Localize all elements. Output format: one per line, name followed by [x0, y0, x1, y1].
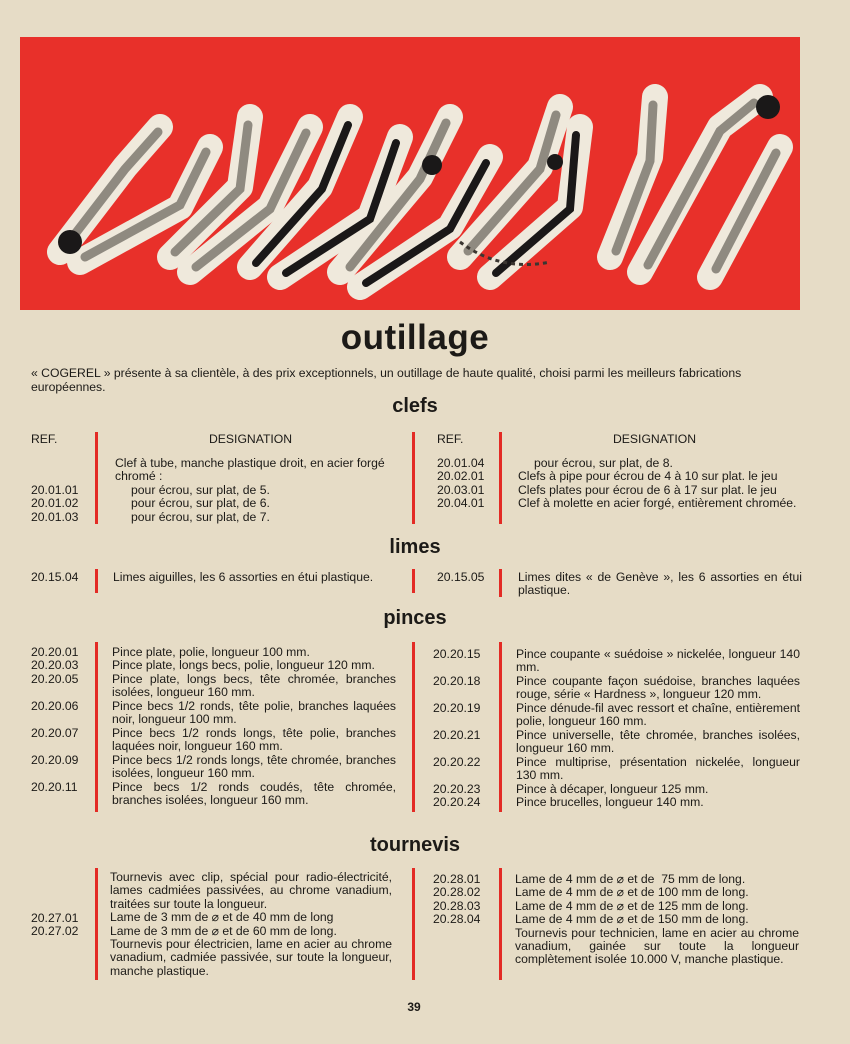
item-description: Pince becs 1/2 ronds longs, tête chromée, branches isolées, longueur 160 mm.	[112, 753, 396, 781]
item-description: Pince coupante façon suédoise, branches laquées rouge, série « Hardness », longueur 120 mm.	[516, 674, 800, 702]
ref-list: 20.01.01 20.01.02 20.01.03	[31, 482, 79, 524]
column-rule	[499, 642, 502, 812]
item-description: Lame de 3 mm de ⌀ et de 60 mm de long.	[110, 923, 337, 938]
column-rule	[499, 868, 502, 980]
ref: 20.20.06	[31, 699, 79, 713]
ref: 20.20.03	[31, 658, 79, 672]
item-description: Tournevis pour électricien, lame en acier au chrome vanadium, cadmiée passivée, sur toute la longueur, manche plastique.	[110, 937, 392, 978]
item-description: Pince à décaper, longueur 125 mm.	[516, 782, 709, 796]
section-heading-clefs: clefs	[392, 395, 438, 417]
ref: 20.20.05	[31, 672, 79, 686]
ref: 20.20.11	[31, 780, 78, 794]
column-rule	[499, 432, 502, 524]
ref: 20.20.07	[31, 726, 79, 740]
ref-header-left: REF.	[31, 432, 58, 446]
column-rule	[412, 432, 415, 524]
ref-header-right: REF.	[437, 432, 464, 446]
item-description: Pince multiprise, présentation nickelée, longueur 130 mm.	[516, 755, 800, 783]
ref-list: 20.01.04 20.02.01 20.03.01 20.04.01	[437, 456, 485, 511]
item-description: Lame de 4 mm de ⌀ et de 125 mm de long.	[515, 898, 749, 913]
item-description: Lame de 4 mm de ⌀ et de 100 mm de long.	[515, 885, 749, 900]
column-rule	[95, 432, 98, 524]
item-description: Clefs plates pour écrou de 6 à 17 sur plat. le jeu	[518, 482, 777, 497]
item-description: Pince becs 1/2 ronds, tête polie, branches laquées noir, longueur 100 mm.	[112, 699, 396, 727]
item-description: Pince plate, polie, longueur 100 mm.	[112, 645, 310, 659]
section-heading-pinces: pinces	[383, 607, 447, 629]
item-description: Pince plate, longs becs, tête chromée, branches isolées, longueur 160 mm.	[112, 672, 396, 700]
column-rule	[412, 569, 415, 593]
ref: 20.15.05	[437, 570, 485, 584]
item-description: Limes aiguilles, les 6 assorties en étui plastique.	[113, 570, 374, 584]
item-description: Pince universelle, tête chromée, branches isolées, longueur 160 mm.	[516, 728, 800, 756]
item-description: Lame de 4 mm de ⌀ et de 75 mm de long.	[515, 872, 746, 886]
column-rule	[95, 868, 98, 980]
item-description: Lame de 4 mm de ⌀ et de 150 mm de long.	[515, 912, 749, 927]
section-heading-tournevis: tournevis	[369, 834, 461, 856]
item-description: Pince becs 1/2 ronds longs, tête polie, branches laquées noir, longueur 160 mm.	[112, 726, 396, 754]
ref: 20.20.18	[433, 674, 481, 688]
section-heading-limes: limes	[389, 536, 441, 558]
item-description: Tournevis avec clip, spécial pour radio-électricité, lames cadmiées passivées, au chrome vanadium, traitées sur toute la longueur.	[110, 870, 392, 911]
ref: 20.20.24	[433, 795, 481, 809]
item-description: pour écrou, sur plat, de 8.	[534, 456, 673, 470]
item-description: Pince plate, longs becs, polie, longueur 120 mm.	[112, 658, 375, 672]
item-description: Clefs à pipe pour écrou de 4 à 10 sur plat. le jeu	[518, 469, 778, 484]
column-rule	[499, 569, 502, 597]
item-description: Clef à tube, manche plastique droit, en acier forgé chromé :	[115, 456, 385, 484]
item-description: pour écrou, sur plat, de 6.	[131, 496, 270, 511]
designation-header-right: DESIGNATION	[613, 432, 697, 446]
item-description: Limes dites « de Genève », les 6 assorties en étui plastique.	[518, 570, 802, 598]
item-description: Pince dénude-fil avec ressort et chaîne, entièrement polie, longueur 160 mm.	[516, 701, 800, 729]
item-description: Pince coupante « suédoise » nickelée, longueur 140 mm.	[516, 647, 800, 675]
item-description: Pince becs 1/2 ronds coudés, tête chromée, branches isolées, longueur 160 mm.	[112, 780, 396, 808]
ref: 20.20.15	[433, 647, 481, 661]
item-description: Clef à molette en acier forgé, entièrement chromée.	[518, 496, 797, 511]
tools-banner	[20, 37, 800, 310]
item-description: Lame de 3 mm de ⌀ et de 40 mm de long	[110, 910, 334, 925]
item-description: pour écrou, sur plat, de 7.	[131, 509, 270, 524]
ref: 20.15.04	[31, 570, 79, 584]
column-rule	[95, 569, 98, 593]
intro-paragraph: « COGEREL » présente à sa clientèle, à des prix exceptionnels, un outillage de haute qualité, choisi parmi les meilleurs fabrications européennes.	[31, 366, 742, 394]
column-rule	[412, 868, 415, 980]
ref: 20.20.23	[433, 782, 481, 796]
page-number: 39	[407, 1000, 421, 1014]
item-description: Tournevis pour technicien, lame en acier au chrome vanadium, gainée sur toute la longueur complètement isolée 10.000 V, manche plastique.	[515, 925, 799, 967]
page-title: outillage	[340, 318, 490, 357]
item-description: Pince brucelles, longueur 140 mm.	[516, 795, 704, 809]
ref: 20.20.19	[433, 701, 481, 715]
ref: 20.20.22	[433, 755, 481, 769]
designation-header-left: DESIGNATION	[209, 432, 293, 446]
column-rule	[95, 642, 98, 812]
ref: 20.20.09	[31, 753, 79, 767]
ref-list: 20.28.01 20.28.02 20.28.03 20.28.04	[433, 872, 481, 927]
item-description: pour écrou, sur plat, de 5.	[131, 482, 270, 497]
column-rule	[412, 642, 415, 812]
tools-illustration	[20, 37, 800, 310]
ref: 20.20.01	[31, 645, 79, 659]
ref-list: 20.27.01 20.27.02	[31, 911, 79, 939]
ref: 20.20.21	[433, 728, 481, 742]
